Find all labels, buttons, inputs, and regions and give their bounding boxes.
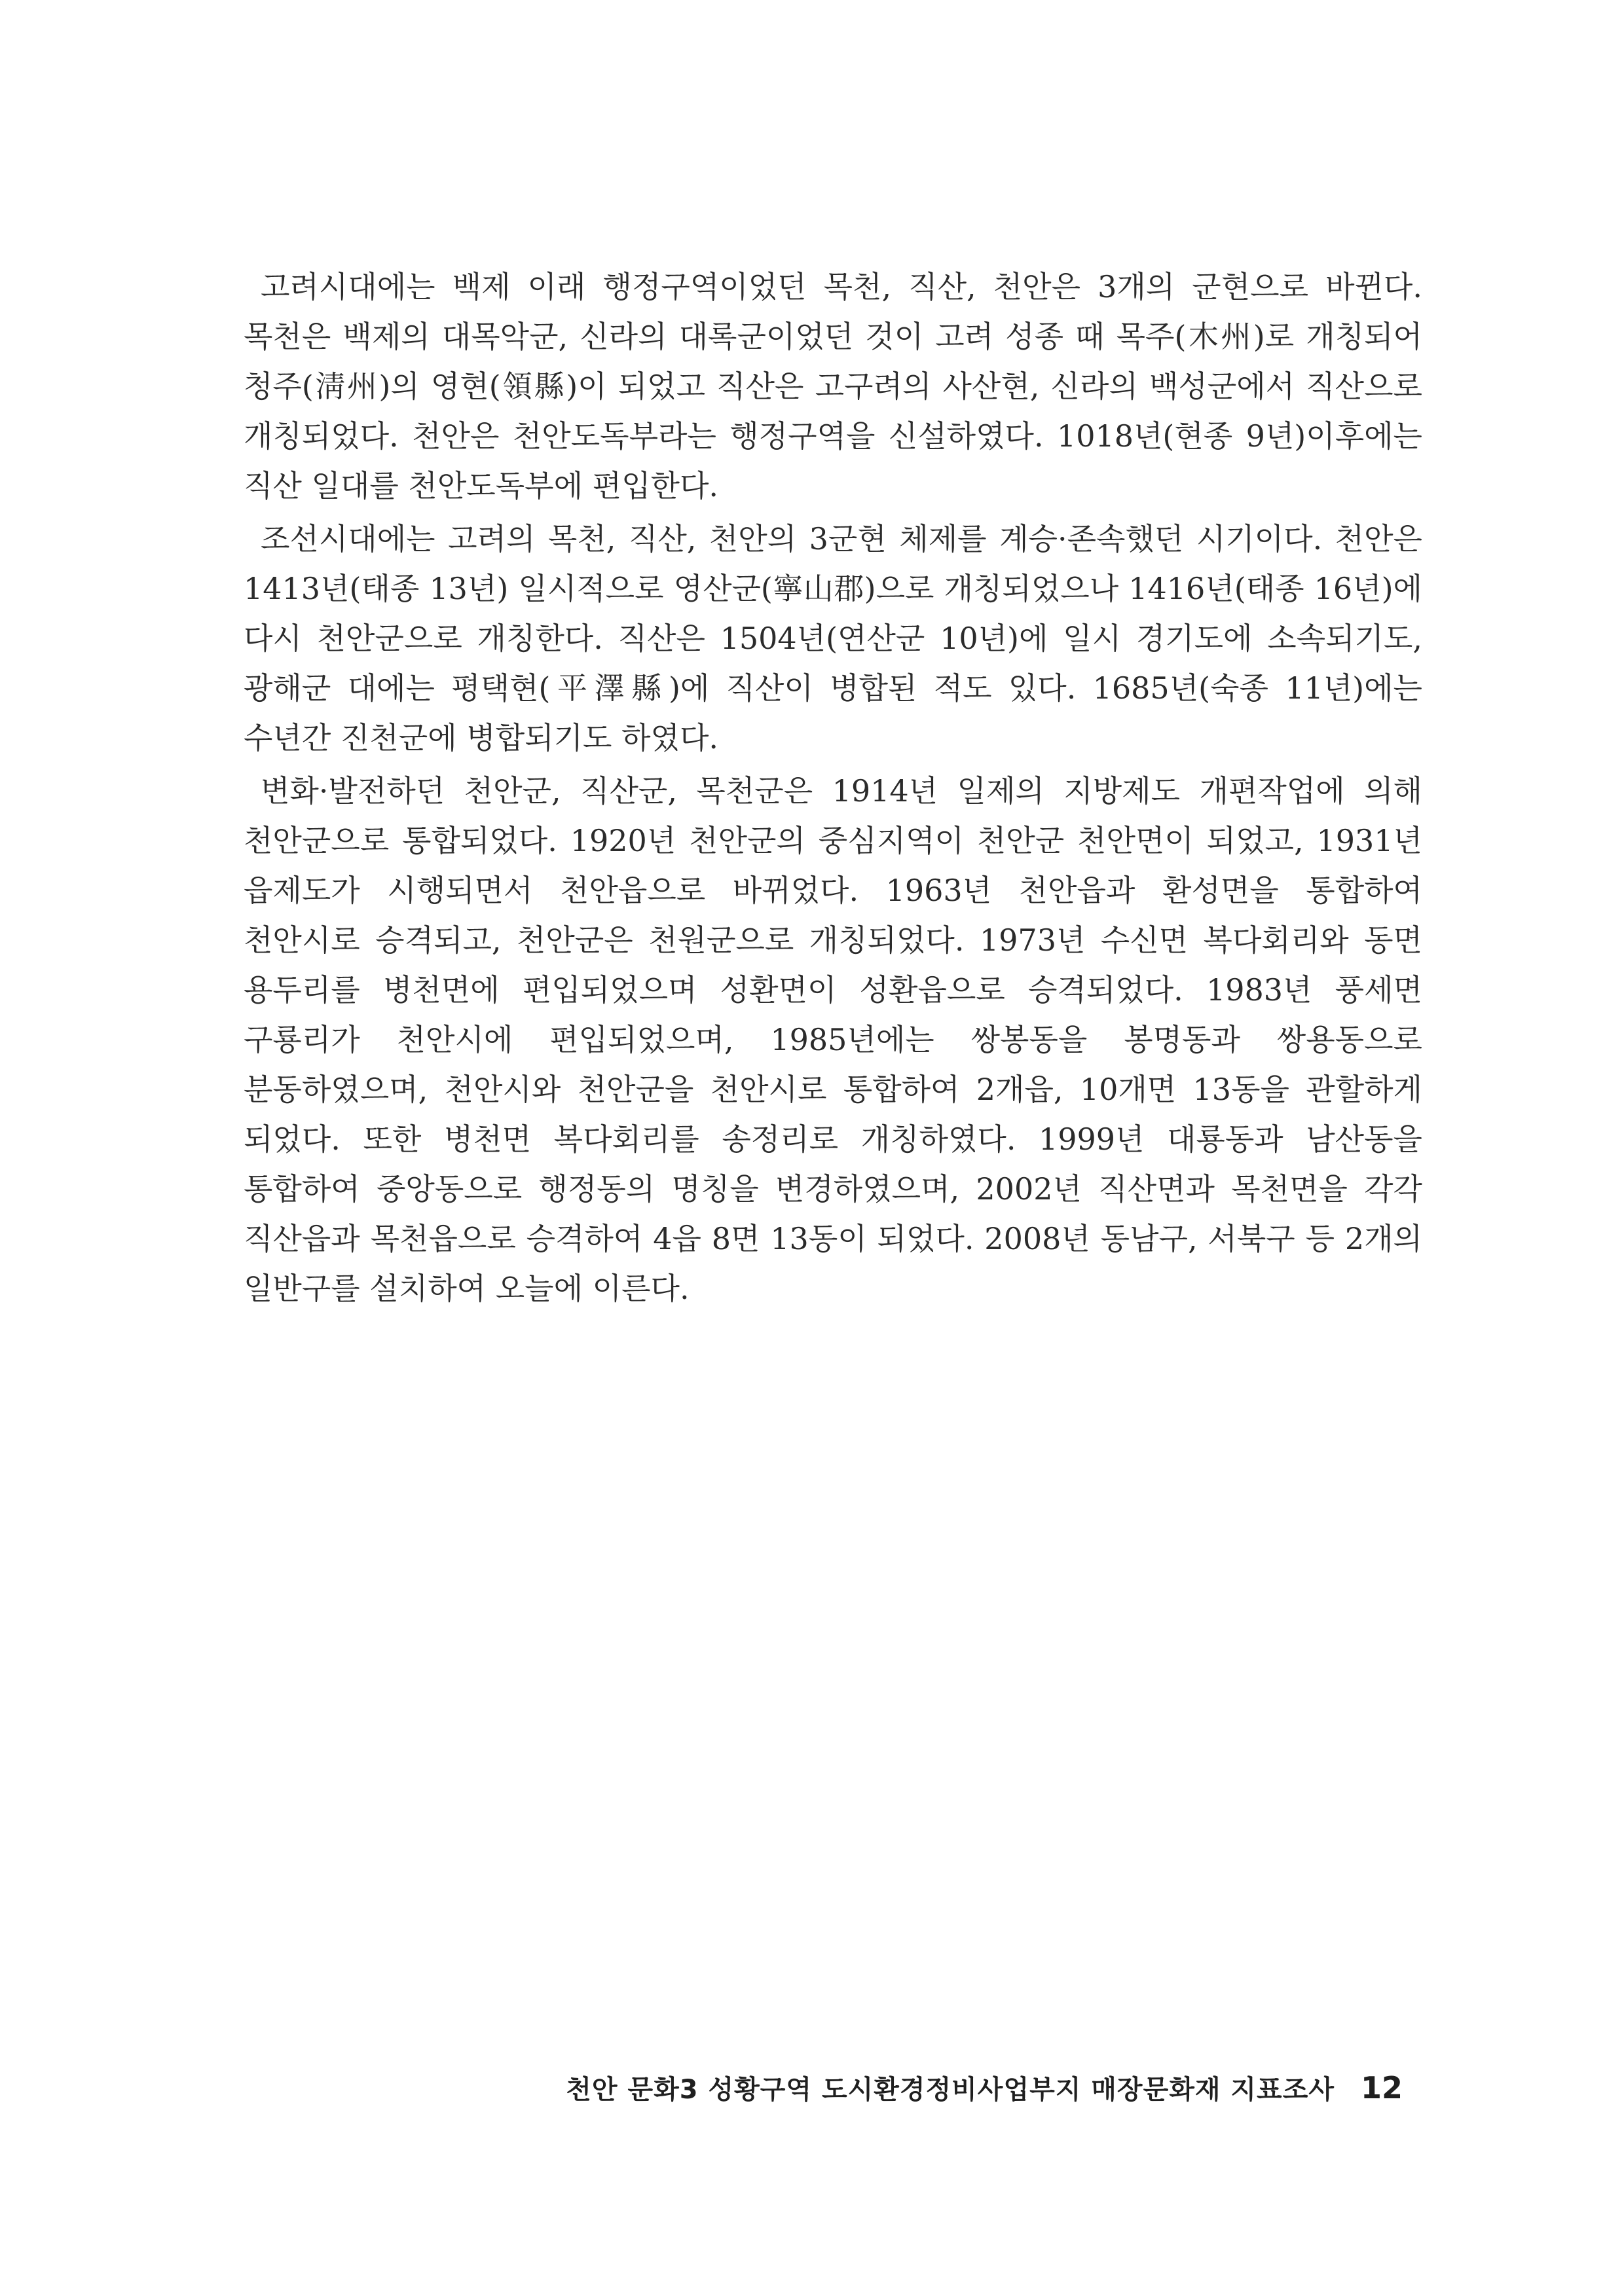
page-footer (566, 2069, 1403, 2108)
paragraph-goryeo: 고려시대에는 백제 이래 행정구역이었던 목천, 직산, 천안은 3개의 군현으로 바뀐다. 목천은 백제의 대목악군, 신라의 대록군이었던 것이 고려 성종 때 목주(木州)로 개칭되어 청주(淸州)의 영현(領縣)이 되었고 직산은 고구려의 사산현, 신라의 백성군에서 직산으로 개칭되었다. 천안은 천안도독부라는 행정구역을 신설하였다. 1018년(현종 9년)이후에는 직산 일대를 천안도독부에 편입한다. (244, 269, 1422, 503)
paragraph-modern: 변화·발전하던 천안군, 직산군, 목천군은 1914년 일제의 지방제도 개편작업에 의해 천안군으로 통합되었다. 1920년 천안군의 중심지역이 천안군 천안면이 되었고, 1931년 읍제도가 시행되면서 천안읍으로 바뀌었다. 1963년 천안읍과 환성면을 통합하여 천안시로 승격되고, 천안군은 천원군으로 개칭되었다. 1973년 수신면 복다회리와 동면 용두리를 병천면에 편입되었으며 성환면이 성환읍으로 승격되었다. 1983년 풍세면 구룡리가 천안시에 편입되었으며, 1985년에는 쌍봉동을 봉명동과 쌍용동으로 분동하였으며, 천안시와 천안군을 천안시로 통합하여 2개읍, 10개면 13동을 관할하게 되었다. 또한 병천면 복다회리를 송정리로 개칭하였다. 1999년 대룡동과 남산동을 통합하여 중앙동으로 행정동의 명칭을 변경하였으며, 2002년 직산면과 목천면을 각각 직산읍과 목천읍으로 승격하여 4읍 8면 13동이 되었다. 2008년 동남구, 서북구 등 2개의 일반구를 설치하여 오늘에 이른다. (244, 773, 1422, 1306)
paragraph-joseon: 조선시대에는 고려의 목천, 직산, 천안의 3군현 체제를 계승·존속했던 시기이다. 천안은 1413년(태종 13년) 일시적으로 영산군(寧山郡)으로 개칭되었으나 1416년(태종 16년)에 다시 천안군으로 개칭한다. 직산은 1504년(연산군 10년)에 일시 경기도에 소속되기도, 광해군 대에는 평택현(平澤縣)에 직산이 병합된 적도 있다. 1685년(숙종 11년)에는 수년간 진천군에 병합되기도 하였다. (244, 521, 1422, 756)
footer-title: 천안 문화3 성황구역 도시환경정비사업부지 매장문화재 지표조사 (566, 2075, 1335, 2105)
page-number: 12 (1360, 2070, 1403, 2105)
body-text (244, 262, 1422, 1317)
